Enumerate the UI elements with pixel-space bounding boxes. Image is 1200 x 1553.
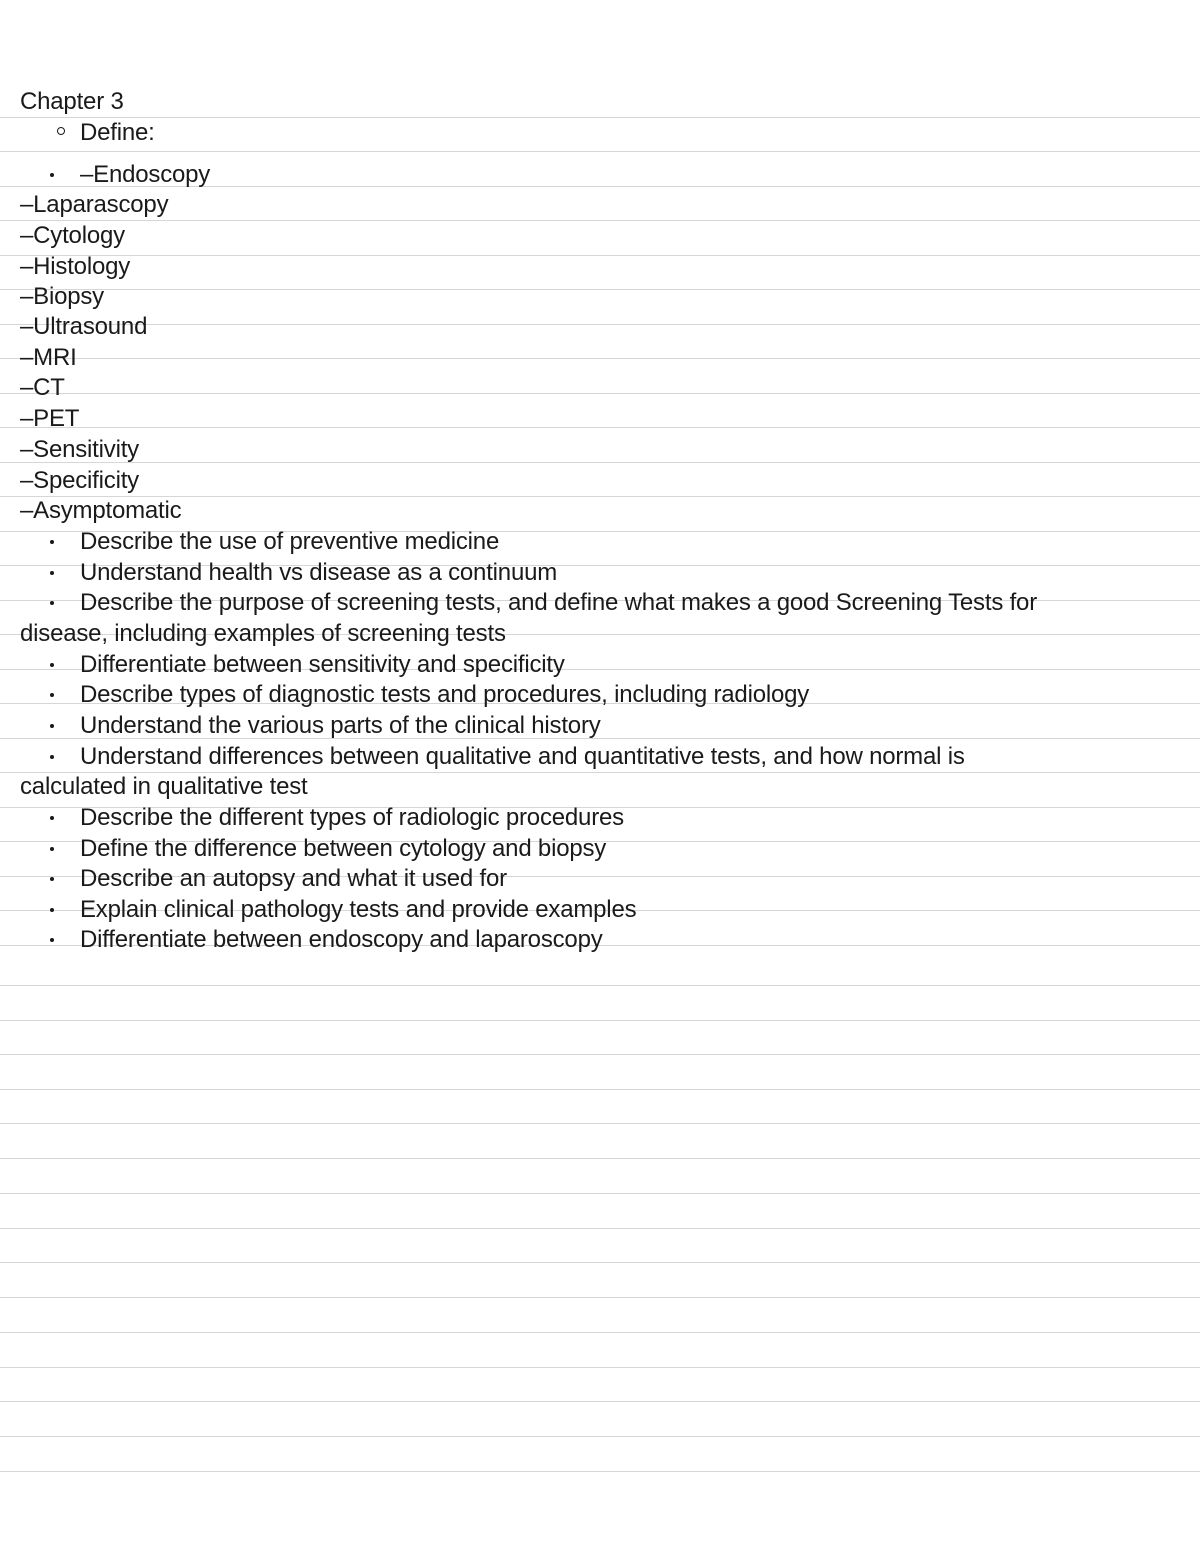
ruled-line [0, 462, 1200, 463]
ruled-line [0, 1471, 1200, 1472]
term-text: –PET [20, 405, 80, 432]
term-text: –Sensitivity [20, 436, 139, 463]
term-text: –Asymptomatic [20, 497, 182, 524]
objective-item [20, 742, 1180, 772]
objective-text: Describe the different types of radiologic procedures [80, 804, 624, 831]
bullet-icon [50, 663, 54, 667]
term-item [20, 160, 420, 190]
ruled-line [0, 1262, 1200, 1263]
bullet-icon [50, 693, 54, 697]
bullet-icon [50, 173, 54, 177]
bullet-icon [50, 938, 54, 942]
define-item [20, 118, 420, 148]
objective-text: Describe an autopsy and what it used for [80, 865, 507, 892]
term-text: –Laparascopy [20, 191, 169, 218]
objective-item [20, 803, 1180, 833]
objective-item [20, 864, 1180, 894]
term-text: –MRI [20, 344, 77, 371]
ruled-line [0, 1367, 1200, 1368]
bullet-icon [50, 755, 54, 759]
ruled-line [0, 1123, 1200, 1124]
ruled-line [0, 1401, 1200, 1402]
bullet-icon [50, 571, 54, 575]
objective-item [20, 527, 1180, 557]
objective-text: Understand the various parts of the clinical history [80, 712, 601, 739]
objective-text: Define the difference between cytology and biopsy [80, 835, 607, 862]
ruled-line [0, 220, 1200, 221]
objective-item [20, 925, 1180, 955]
bullet-icon [50, 877, 54, 881]
ruled-line [0, 255, 1200, 256]
define-label: Define: [80, 119, 155, 146]
ruled-line [0, 324, 1200, 325]
ruled-line [0, 427, 1200, 428]
ruled-line [0, 1054, 1200, 1055]
ruled-line [0, 393, 1200, 394]
ruled-line [0, 1020, 1200, 1021]
bullet-icon [50, 724, 54, 728]
objective-text: Differentiate between sensitivity and specificity [80, 651, 565, 678]
hollow-bullet-icon [57, 127, 65, 135]
ruled-line [0, 985, 1200, 986]
objective-item [20, 650, 1180, 680]
objective-text: Explain clinical pathology tests and provide examples [80, 896, 637, 923]
term-text: –Biopsy [20, 283, 104, 310]
objective-continuation: disease, including examples of screening tests [20, 620, 506, 647]
objective-text: Differentiate between endoscopy and laparoscopy [80, 926, 603, 953]
bullet-icon [50, 816, 54, 820]
objective-item [20, 895, 1180, 925]
term-text: –CT [20, 374, 65, 401]
ruled-line [0, 1332, 1200, 1333]
ruled-line [0, 1228, 1200, 1229]
objective-continuation: calculated in qualitative test [20, 773, 308, 800]
bullet-icon [50, 847, 54, 851]
ruled-line [0, 1158, 1200, 1159]
term-text: –Specificity [20, 467, 139, 494]
objective-item [20, 711, 1180, 741]
note-title: Chapter 3 [20, 88, 124, 115]
ruled-line [0, 358, 1200, 359]
bullet-icon [50, 540, 54, 544]
objective-item [20, 588, 1180, 618]
objective-text: Understand differences between qualitative and quantitative tests, and how normal is [80, 743, 965, 770]
ruled-line [0, 1089, 1200, 1090]
ruled-line [0, 1193, 1200, 1194]
term-text: –Endoscopy [80, 161, 211, 188]
objective-text: Describe the use of preventive medicine [80, 528, 500, 555]
ruled-line [0, 151, 1200, 152]
term-text: –Ultrasound [20, 313, 148, 340]
term-text: –Histology [20, 253, 131, 280]
ruled-line [0, 1297, 1200, 1298]
ruled-line [0, 289, 1200, 290]
ruled-line [0, 1436, 1200, 1437]
bullet-icon [50, 908, 54, 912]
objective-text: Understand health vs disease as a continuum [80, 559, 558, 586]
objective-item [20, 834, 1180, 864]
bullet-icon [50, 601, 54, 605]
objective-text: Describe the purpose of screening tests, and define what makes a good Screening Tests for [80, 589, 1037, 616]
objective-item [20, 680, 1180, 710]
objective-item [20, 558, 1180, 588]
term-text: –Cytology [20, 222, 125, 249]
objective-text: Describe types of diagnostic tests and procedures, including radiology [80, 681, 810, 708]
